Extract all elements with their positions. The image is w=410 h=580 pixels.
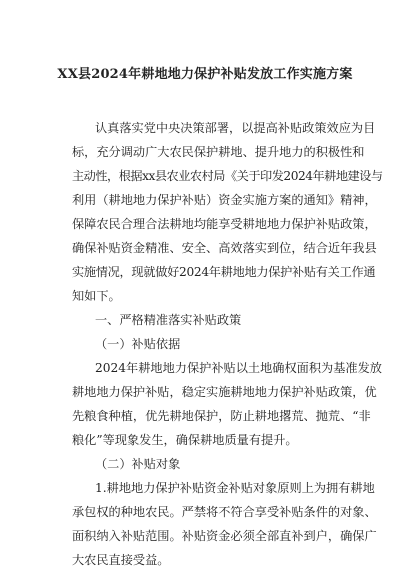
subsection-heading: （二）补贴对象 (95, 457, 181, 471)
body-line: 粮化”等现象发生，确保耕地质量有提升。 (72, 433, 298, 447)
intro-line: 确保补贴资金精准、安全、高效落实到位，结合近年我县 (72, 241, 377, 255)
body-line: 耕地地力保护补贴，稳定实施耕地地力保护补贴政策，优 (72, 385, 377, 399)
intro-line: 保障农民合理合法耕地均能享受耕地地力保护补贴政策， (72, 217, 377, 231)
intro-line: 主动性，根据xx县农业农村局《关于印发2024年耕地建设与 (72, 169, 383, 183)
body-line: 面积纳入补贴范围。补贴资金必须全部直补到户，确保广 (72, 529, 377, 543)
body-line: 大农民直接受益。 (72, 553, 170, 567)
intro-line: 知如下。 (72, 289, 121, 303)
body-line: 先粮食种植，优先耕地保护，防止耕地撂荒、抛荒、“非 (72, 409, 371, 423)
intro-line: 利用（耕地地力保护补贴）资金实施方案的通知》精神， (72, 193, 377, 207)
document-title: XX县2024年耕地地力保护补贴发放工作实施方案 (57, 67, 353, 82)
subsection-heading: （一）补贴依据 (95, 337, 181, 351)
intro-line: 标，充分调动广大农民保护耕地、提升地力的积极性和 (72, 145, 365, 159)
body-line: 承包权的种地农民。严禁将不符合享受补贴条件的对象、 (72, 505, 377, 519)
intro-line: 实施情况，现就做好2024年耕地地力保护补贴有关工作通 (72, 265, 376, 279)
intro-line: 认真落实党中央决策部署，以提高补贴政策效应为目 (95, 121, 376, 135)
section-heading: 一、严格精准落实补贴政策 (95, 313, 242, 327)
body-line: 2024年耕地地力保护补贴以土地确权面积为基准发放 (95, 361, 382, 375)
body-line: 1.耕地地力保护补贴资金补贴对象原则上为拥有耕地 (95, 481, 375, 495)
